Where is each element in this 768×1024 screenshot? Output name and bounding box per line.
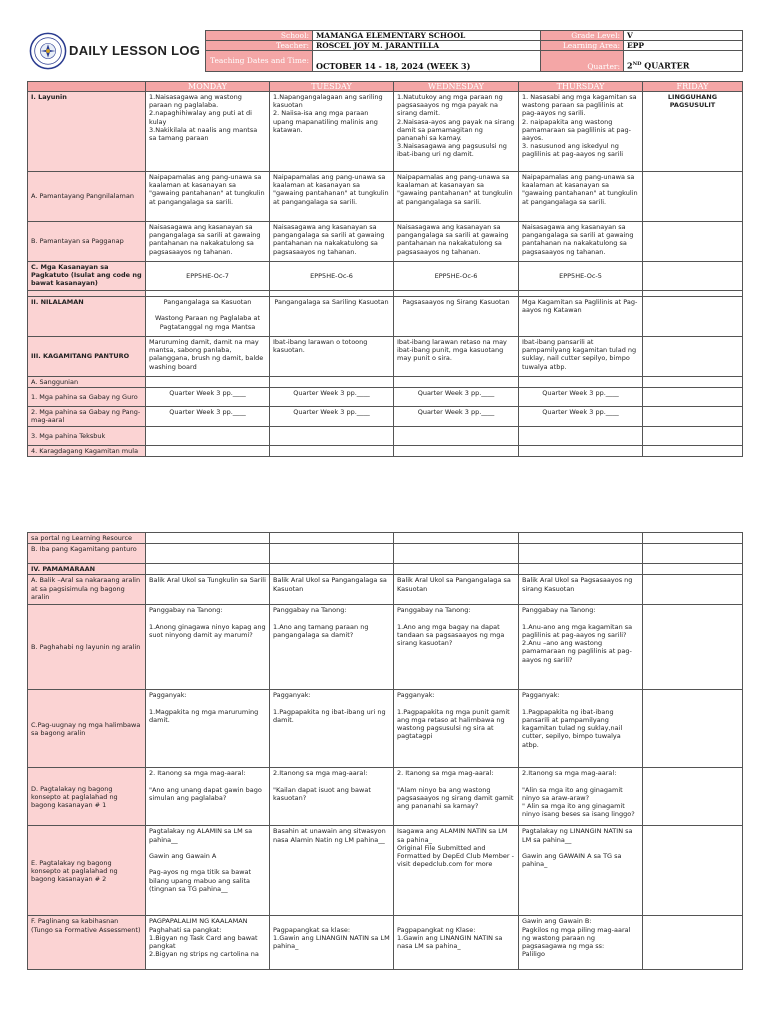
grade-label: Grade Level: — [541, 31, 624, 41]
row-label: III. KAGAMITANG PANTURO — [28, 337, 146, 377]
quarter-label: Quarter: — [541, 51, 624, 72]
table-cell: EPP5HE-Oc-7 — [146, 262, 270, 291]
row-label: I. Layunin — [28, 92, 146, 172]
table-cell: Balik Aral Ukol sa Tungkulin sa Sarili — [146, 575, 270, 605]
table-cell: EPP5HE-Oc-6 — [270, 262, 394, 291]
page-title: DAILY LESSON LOG — [69, 43, 201, 58]
table-cell: Ibat-ibang larawan retaso na may ibat-ibang punit, mga kasuotang may punit o sira. — [394, 337, 519, 377]
table-cell — [643, 407, 743, 426]
header-info-table — [205, 30, 743, 72]
table-cell — [519, 544, 643, 564]
table-cell — [270, 533, 394, 544]
table-cell: Panggabay na Tanong: 1.Ano ang mga bagay na dapat tandaan sa pagsasaayos ng mga sirang kasuotan? — [394, 605, 519, 690]
row-label: A. Pamantayang Pangnilalaman — [28, 172, 146, 222]
table-cell — [643, 826, 743, 916]
table-cell: EPP5HE-Oc-5 — [519, 262, 643, 291]
table-cell — [643, 262, 743, 291]
table-cell: Naisasagawa ang kasanayan sa pangangalaga sa sarili at gawaing pantahanan na nakakatulong sa pagsasaayos ng tahanan. — [146, 222, 270, 262]
row-label: 4. Karagdagang Kagamitan mula — [28, 445, 146, 456]
table-cell — [519, 533, 643, 544]
table-cell — [519, 426, 643, 445]
table-cell: Panggabay na Tanong: 1.Ano ang tamang paraan ng pangangalaga sa damit? — [270, 605, 394, 690]
table-cell — [270, 544, 394, 564]
table-row — [28, 826, 743, 916]
table-cell: 2.Itanong sa mga mag-aaral: "Alin sa mga ito ang ginagamit ninyo sa araw-araw? " Alin sa mga ito ang ginagamit ninyo isang beses sa isang linggo? — [519, 768, 643, 826]
table-cell: Balik Aral Ukol sa Pangangalaga sa Kasuotan — [394, 575, 519, 605]
school-label: School: — [206, 31, 313, 41]
dates-value: OCTOBER 14 - 18, 2024 (WEEK 3) — [313, 51, 541, 72]
table-row — [28, 916, 743, 970]
table-cell: 2. Itanong sa mga mag-aaral: "Alam ninyo ba ang wastong pagsasaayos ng sirang damit gamit ang pananahi sa kamay? — [394, 768, 519, 826]
table-cell — [643, 533, 743, 544]
table-cell — [643, 916, 743, 970]
table-cell: Pangangalaga sa Kasuotan Wastong Paraan ng Paglalaba at Pagtatanggal ng mga Mantsa — [146, 297, 270, 337]
table-cell: Quarter Week 3 pp.____ — [394, 388, 519, 407]
row-label: A. Balik –Aral sa nakaraang aralin at sa pagsisimula ng bagong aralin — [28, 575, 146, 605]
table-cell — [643, 605, 743, 690]
row-label: II. NILALAMAN — [28, 297, 146, 337]
quarter-word: QUARTER — [641, 61, 690, 71]
table-row — [28, 262, 743, 291]
row-label: 1. Mga pahina sa Gabay ng Guro — [28, 388, 146, 407]
table-cell: Pagganyak: 1.Pagpapakita ng ibat-ibang uri ng damit. — [270, 690, 394, 768]
table-cell — [146, 445, 270, 456]
table-cell — [643, 172, 743, 222]
table-cell — [643, 768, 743, 826]
day-header-blank — [28, 82, 146, 92]
table-cell — [643, 690, 743, 768]
table-cell: Pagtalakay ng LINANGIN NATIN sa LM sa pahina__ Gawin ang GAWAIN A sa TG sa pahina_ — [519, 826, 643, 916]
table-cell: Quarter Week 3 pp.____ — [270, 407, 394, 426]
table-row — [28, 575, 743, 605]
table-row — [28, 297, 743, 337]
table-cell: 1.Napangangalagaan ang sariling kasuotan 2. Naiisa-isa ang mga paraan upang mapanatiling malinis ang katawan. — [270, 92, 394, 172]
table-cell — [394, 564, 519, 575]
table-row — [28, 690, 743, 768]
table-cell — [146, 426, 270, 445]
table-row — [28, 544, 743, 564]
table-row — [28, 388, 743, 407]
table-cell — [394, 544, 519, 564]
area-value: EPP — [624, 41, 743, 51]
quarter-number: 2 — [627, 61, 633, 71]
table-cell: PAGPAPALALIM NG KAALAMAN Paghahati sa pangkat: 1.Bigyan ng Task Card ang bawat pangkat 2.Bigyan ng strips ng cartolina na — [146, 916, 270, 970]
quarter-ordinal: ND — [632, 61, 642, 68]
table-cell: Panggabay na Tanong: 1.Anong ginagawa ninyo kapag ang suot ninyong damit ay marumi? — [146, 605, 270, 690]
table-cell: 1. Nasasabi ang mga kagamitan sa wastong paraan sa paglilinis at pag-aayos ng sarili. 2. naipapakita ang wastong pamamaraan sa paglilinis at pag-aayos. 3. nasusunod ang iskedyul ng paglilinis at pag-aayos ng sarili — [519, 92, 643, 172]
table-cell: Pagsasaayos ng Sirang Kasuotan — [394, 297, 519, 337]
table-cell: Pangangalaga sa Sariling Kasuotan — [270, 297, 394, 337]
table-cell: Pagganyak: 1.Pagpapakita ng mga punit gamit ang mga retaso at halimbawa ng wastong pagsusulsi ng sira at pagtatagpi — [394, 690, 519, 768]
row-label: 2. Mga pahina sa Gabay ng Pang-mag-aaral — [28, 407, 146, 426]
table-cell: Ibat-ibang pansarili at pampamilyang kagamitan tulad ng suklay, nail cutter sepilyo, bimpo tuwalya atbp. — [519, 337, 643, 377]
table-row — [28, 377, 743, 388]
table-cell — [394, 533, 519, 544]
table-cell: Pagtalakay ng ALAMIN sa LM sa pahina__ Gawin ang Gawain A Pag-ayos ng mga titik sa bawat bilang upang mabuo ang salita (tingnan sa TG pahina__ — [146, 826, 270, 916]
header — [27, 30, 742, 73]
table-cell — [270, 564, 394, 575]
table-cell — [643, 377, 743, 388]
table-row — [28, 92, 743, 172]
table-cell — [146, 377, 270, 388]
table-cell — [519, 564, 643, 575]
table-cell: Mga Kagamitan sa Paglilinis at Pag-aayos ng Katawan — [519, 297, 643, 337]
table-cell: Basahin at unawain ang sitwasyon nasa Alamin Natin ng LM pahina__ — [270, 826, 394, 916]
area-label: Learning Area: — [541, 41, 624, 51]
table-cell: Quarter Week 3 pp.____ — [519, 388, 643, 407]
lesson-table-page2 — [27, 532, 743, 970]
table-cell — [146, 564, 270, 575]
row-label: sa portal ng Learning Resource — [28, 533, 146, 544]
table-cell: Isagawa ang ALAMIN NATIN sa LM sa pahina_ Original File Submitted and Formatted by DepEd Club Member - visit depedclub.com for more — [394, 826, 519, 916]
table-row — [28, 768, 743, 826]
table-cell: Quarter Week 3 pp.____ — [270, 388, 394, 407]
table-cell — [146, 533, 270, 544]
table-cell: Pagpapangkat sa klase: 1.Gawin ang LINANGIN NATIN sa LM pahina_ — [270, 916, 394, 970]
table-cell — [146, 544, 270, 564]
table-cell: 1.Natutukoy ang mga paraan ng pagsasaayos ng mga payak na sirang damit. 2.Naisasa-ayos ang payak na sirang damit sa pamamagitan ng pananahi sa kamay. 3.Naisasagawa ang pagsusulsi ng ibat-ibang uri ng damit. — [394, 92, 519, 172]
row-label: IV. PAMAMARAAN — [28, 564, 146, 575]
table-cell: Naisasagawa ang kasanayan sa pangangalaga sa sarili at gawaing pantahanan na nakakatulong sa pagsasaayos ng tahanan. — [270, 222, 394, 262]
table-cell: 2. Itanong sa mga mag-aaral: "Ano ang unang dapat gawin bago simulan ang paglalaba? — [146, 768, 270, 826]
table-cell — [643, 564, 743, 575]
table-row — [28, 172, 743, 222]
table-cell — [643, 388, 743, 407]
table-row — [28, 564, 743, 575]
table-cell — [643, 222, 743, 262]
row-label: C. Mga Kasanayan sa Pagkatuto (Isulat ang code ng bawat kasanayan) — [28, 262, 146, 291]
row-label: C.Pag-uugnay ng mga halimbawa sa bagong aralin — [28, 690, 146, 768]
table-cell: Pagganyak: 1.Pagpapakita ng ibat-ibang pansarili at pampamilyang kagamitan tulad ng suklay,nail cutter, sepilyo, bimpo tuwalya atbp. — [519, 690, 643, 768]
table-row — [28, 337, 743, 377]
table-cell — [643, 426, 743, 445]
table-cell: Ibat-ibang larawan o totoong kasuotan. — [270, 337, 394, 377]
table-cell: Gawin ang Gawain B: Pagkilos ng mga piling mag-aaral ng wastong paraan ng pagsasagawa ng mga ss: Paliligo — [519, 916, 643, 970]
table-cell: Naipapamalas ang pang-unawa sa kaalaman at kasanayan sa "gawaing pantahanan" at tungkulin at pangangalaga sa sarili. — [394, 172, 519, 222]
table-cell: Naisasagawa ang kasanayan sa pangangalaga sa sarili at gawaing pantahanan na nakakatulong sa pagsasaayos ng tahanan. — [394, 222, 519, 262]
table-cell: Pagpapangkat ng Klase: 1.Gawin ang LINANGIN NATIN sa nasa LM sa pahina_ — [394, 916, 519, 970]
dates-label: Teaching Dates and Time: — [206, 51, 313, 72]
table-cell: Naisasagawa ang kasanayan sa pangangalaga sa sarili at gawaing pantahanan na nakakatulong sa pagsasaayos ng tahanan. — [519, 222, 643, 262]
table-cell — [643, 337, 743, 377]
table-cell: Maruruming damit, damit na may mantsa, sabong panlaba, palanggana, brush ng damit, balde washing board — [146, 337, 270, 377]
table-cell: 2.Itanong sa mga mag-aaral: "Kailan dapat isuot ang bawat kasuotan? — [270, 768, 394, 826]
row-label: D. Pagtalakay ng bagong konsepto at paglalahad ng bagong kasanayan # 1 — [28, 768, 146, 826]
day-header-wednesday: WEDNESDAY — [394, 82, 519, 92]
row-label: E. Pagtalakay ng bagong konsepto at paglalahad ng bagong kasanayan # 2 — [28, 826, 146, 916]
table-cell: Pagganyak: 1.Magpakita ng mga maruruming damit. — [146, 690, 270, 768]
table-cell — [394, 377, 519, 388]
row-label: 3. Mga pahina Teksbuk — [28, 426, 146, 445]
row-label: B. Paghahabi ng layunin ng aralin — [28, 605, 146, 690]
day-header-friday: FRIDAY — [643, 82, 743, 92]
table-cell: Quarter Week 3 pp.____ — [519, 407, 643, 426]
day-header-monday: MONDAY — [146, 82, 270, 92]
table-cell — [519, 445, 643, 456]
friday-cell: LINGGUHANG PAGSUSULIT — [643, 92, 743, 172]
school-value: MAMANGA ELEMENTARY SCHOOL — [313, 31, 541, 41]
table-cell: Naipapamalas ang pang-unawa sa kaalaman at kasanayan sa "gawaing pantahanan" at tungkulin at pangangalaga sa sarili. — [270, 172, 394, 222]
table-cell: Panggabay na Tanong: 1.Anu-ano ang mga kagamitan sa paglilinis at pag-aayos ng sarili? 2.Anu –ano ang wastong pamamaraan ng paglilinis at pag-aayos ng sarili? — [519, 605, 643, 690]
row-label: B. Pamantayan sa Pagganap — [28, 222, 146, 262]
row-label: F. Paglinang sa kabihasnan (Tungo sa Formative Assessment) — [28, 916, 146, 970]
day-header-tuesday: TUESDAY — [270, 82, 394, 92]
row-label: A. Sanggunian — [28, 377, 146, 388]
table-cell — [643, 445, 743, 456]
lesson-table-page1 — [27, 81, 743, 457]
table-cell: 1.Naisasagawa ang wastong paraan ng paglalaba. 2.napaghihiwalay ang puti at di kulay 3.Nakikilala at naalis ang mantsa sa tamang paraan — [146, 92, 270, 172]
deped-seal-icon — [29, 32, 67, 70]
grade-value: V — [624, 31, 743, 41]
table-cell: Quarter Week 3 pp.____ — [394, 407, 519, 426]
table-cell: EPP5HE-Oc-6 — [394, 262, 519, 291]
table-cell — [394, 426, 519, 445]
table-row — [28, 222, 743, 262]
table-cell: Naipapamalas ang pang-unawa sa kaalaman at kasanayan sa "gawaing pantahanan" at tungkulin at pangangalaga sa sarili. — [519, 172, 643, 222]
teacher-label: Teacher: — [206, 41, 313, 51]
quarter-value — [624, 51, 743, 72]
table-cell: Quarter Week 3 pp.____ — [146, 388, 270, 407]
table-cell — [643, 544, 743, 564]
row-label: B. Iba pang Kagamitang panturo — [28, 544, 146, 564]
table-cell: Quarter Week 3 pp.____ — [146, 407, 270, 426]
table-row — [28, 426, 743, 445]
teacher-value: ROSCEL JOY M. JARANTILLA — [313, 41, 541, 51]
table-cell — [270, 445, 394, 456]
table-cell — [643, 575, 743, 605]
table-row — [28, 445, 743, 456]
table-row — [28, 407, 743, 426]
table-cell: Balik Aral Ukol sa Pagsasaayos ng sirang Kasuotan — [519, 575, 643, 605]
table-cell — [519, 377, 643, 388]
day-header-thursday: THURSDAY — [519, 82, 643, 92]
table-row — [28, 605, 743, 690]
table-cell — [643, 297, 743, 337]
table-cell — [394, 445, 519, 456]
table-row — [28, 533, 743, 544]
table-cell: Balik Aral Ukol sa Pangangalaga sa Kasuotan — [270, 575, 394, 605]
table-cell — [270, 426, 394, 445]
day-header-row — [28, 82, 743, 92]
table-cell — [270, 377, 394, 388]
table-cell: Naipapamalas ang pang-unawa sa kaalaman at kasanayan sa "gawaing pantahanan" at tungkulin at pangangalaga sa sarili. — [146, 172, 270, 222]
